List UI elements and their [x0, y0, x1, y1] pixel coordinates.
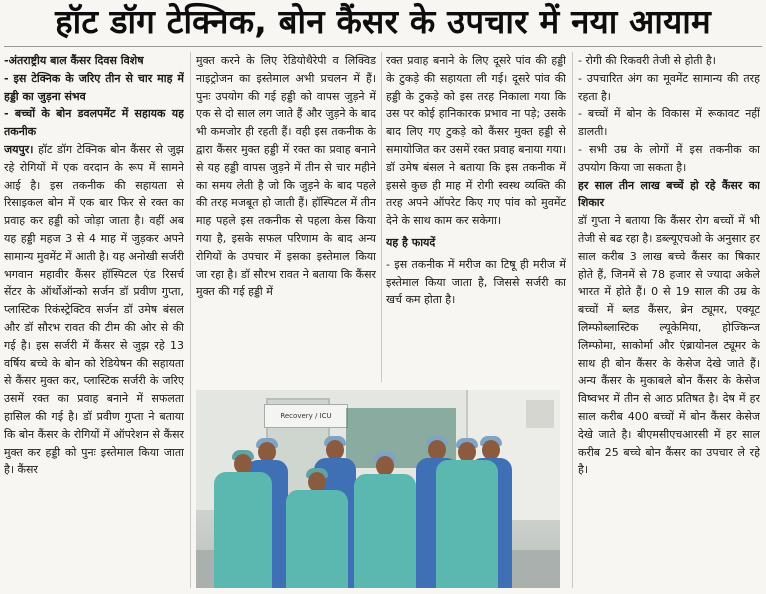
article-column-1	[4, 52, 184, 592]
benefits-subhead: यह है फायदें	[386, 235, 436, 249]
column-divider	[381, 52, 382, 382]
benefit-point: - बच्चों में बोन के विकास में रूकावट नहीं डालती।	[578, 107, 760, 139]
headline-rule	[4, 46, 762, 47]
benefit-point: - इस तकनीक में मरीज का टिषू ही मरीज में इस्तेमाल किया जाता है, जिससे सर्जरी का खर्च कम होता है।	[386, 257, 566, 307]
highlight-bullet: - बच्चों के बोन डवलपमेंट में सहायक यह तकनीक	[4, 107, 184, 139]
highlight-bullet: -अंतराष्ट्रीय बाल कैंसर दिवस विशेष	[4, 54, 144, 67]
dateline: जयपुर।	[4, 142, 34, 156]
article-column-4	[578, 52, 760, 592]
recovery-sign: Recovery / ICU	[264, 404, 348, 428]
benefit-point: - सभी उम्र के लोगों में इस तकनीक का उपयोग किया जा सकता है।	[578, 142, 760, 174]
article-text: हॉट डॉग टेक्निक बोन कैंसर से जुझ रहे रोगियों में एक वरदान के रूप में सामने आई है। इस तकनीक की सहायता से रिसाइकल बोन में एक बार फिर से रक्त का प्रवाह कर हड्डी को जोड़ा जाता है। वहीं अब यह हड्डी महज 3 से 4 माह में जुड़कर अपने सामान्य मुवमेंट में आती है। यह अनोखी सर्जरी भगवान महावीर कैंसर हॉस्पिटल एंड रिसर्च सेंटर के ऑर्थोऑन्को सर्जन डॉ प्रवीण गुप्ता, प्लास्टिक रिकंस्ट्रेक्टिव सर्जन डॉ उमेष बंसल और डॉ सौरभ रावत की टीम की ओर से की गई है। इस सर्जरी में कैंसर से जुझ रहे 13 वर्षिय बच्चे के बोन को रेडियेषन की सहायता से कैंसर मुक्त कर, प्लास्टिक सर्जरी के जरिए उसमें रक्त का प्रवाह बनाने में सफलता हासिल की गई है। डॉ प्रवीण गुप्ता ने बताया कि बोन कैंसर के रोगियों में ऑपरेशन से कैंसर मुक्त कर हड्डी को पुनः इस्तेमाल किया जाता है। कैंसर	[4, 142, 184, 477]
article-paragraph: डॉ गुप्ता ने बताया कि कैंसर रोग बच्चों में भी तेजी से बढ रहा है। डब्ल्यूएचओ के अनुसार हर साल करीब 3 लाख बच्चे कैंसर का षिकार होते हैं, जिनमें से 78 हजार से ज्यादा अकेले भारत में होते हैं। 0 से 19 साल की उम्र के बच्चों में ब्लड कैंसर, ब्रेन ट्यूमर, एक्यूट लिम्फोब्लास्टिक ल्यूकेमिया, होज्किन्ज लिम्फोमा, साकोर्मा और एंब्रायोनल ट्यूमर के साथ ही बोन कैंसर के केसेज देखे जाते हैं। अन्य कैंसर के मुकाबले बोन कैंसर के केसेज विष्वभर में तीन से आठ प्रतिषत है। देष में हर साल करीब 400 बच्चों में बोन कैंसर केसेज देखे जाते है। बीएमसीएचआरसी में हर साल करीब 25 बच्चे बोन कैंसर का उपचार ले रहे है।	[578, 214, 760, 477]
article-column-2	[196, 52, 376, 382]
article-paragraph: मुक्त करने के लिए रेडियोथैरेपी व लिक्विड नाइट्रोजन का इस्तेमाल अभी प्रचलन में हैं। पुनः उपयोग की गई हड्डी को वापस जुड़ने में एक से दो साल लग जाते हैं और जुड़ने के बाद भी कमजोर ही रहती हैं। वही इस तकनीक के द्वारा कैंसर मुक्त हड्डी में रक्त का प्रवाह बनाने से यह हड्डी वापस जुड़ने में तीन से चार महीने का समय लेती है जो कि जुड़ने के बाद पहले की तरह मजबूत हो जाती हैं। हॉस्पिटल में तीन माह पहले इस तकनीक से पहला केस किया गया है, इसके सफल परिणाम के बाद अन्य रोगियों के उपचार में इसका इस्तेमाल किया जा रहा है। डॉ सौरभ रावत ने बताया कि कैंसर मुक्त की गई हड्डी में	[196, 54, 376, 299]
column-divider	[190, 52, 191, 588]
highlight-bullet: - इस टेक्निक के जरिए तीन से चार माह में हड्डी का जुड़ना संभव	[4, 71, 184, 103]
article-column-3	[386, 52, 566, 382]
surgical-team-photo	[196, 390, 560, 588]
photo-panel	[526, 400, 554, 428]
column-divider	[572, 52, 573, 588]
benefit-point: - उपचारित अंग का मूवमेंट सामान्य की तरह रहता है।	[578, 71, 760, 103]
article-paragraph: रक्त प्रवाह बनाने के लिए दूसरे पांव की हड्डी के टुकड़े की सहायता ली गई। दूसरे पांव की हड्डी के टुकड़े को इस तरह निकाला गया कि उस पर कोई हानिकारक प्रभाव ना पड़े; उसके बाद लिए गए टुकड़े को कैंसर मुक्त हड्डी से समायोजित कर उसमें रक्त प्रवाह बनाया गया। डॉ उमेष बंसल ने बताया कि इस तकनीक में इससे कुछ ही माह में रोगी स्वस्थ व्यक्ति की तरह अपने ऑपरेट किए गए पांव को मुवमेंट देने के साथ काम कर सकेगा।	[386, 54, 566, 228]
section-lead: हर साल तीन लाख बच्चें हो रहे कैंसर का शिकार	[578, 178, 760, 210]
headline: हॉट डॉग टेक्निक, बोन कैंसर के उपचार में नया आयाम	[55, 2, 711, 41]
benefit-point: - रोगी की रिकवरी तेजी से होती है।	[578, 54, 716, 67]
article-paragraph	[4, 141, 184, 479]
